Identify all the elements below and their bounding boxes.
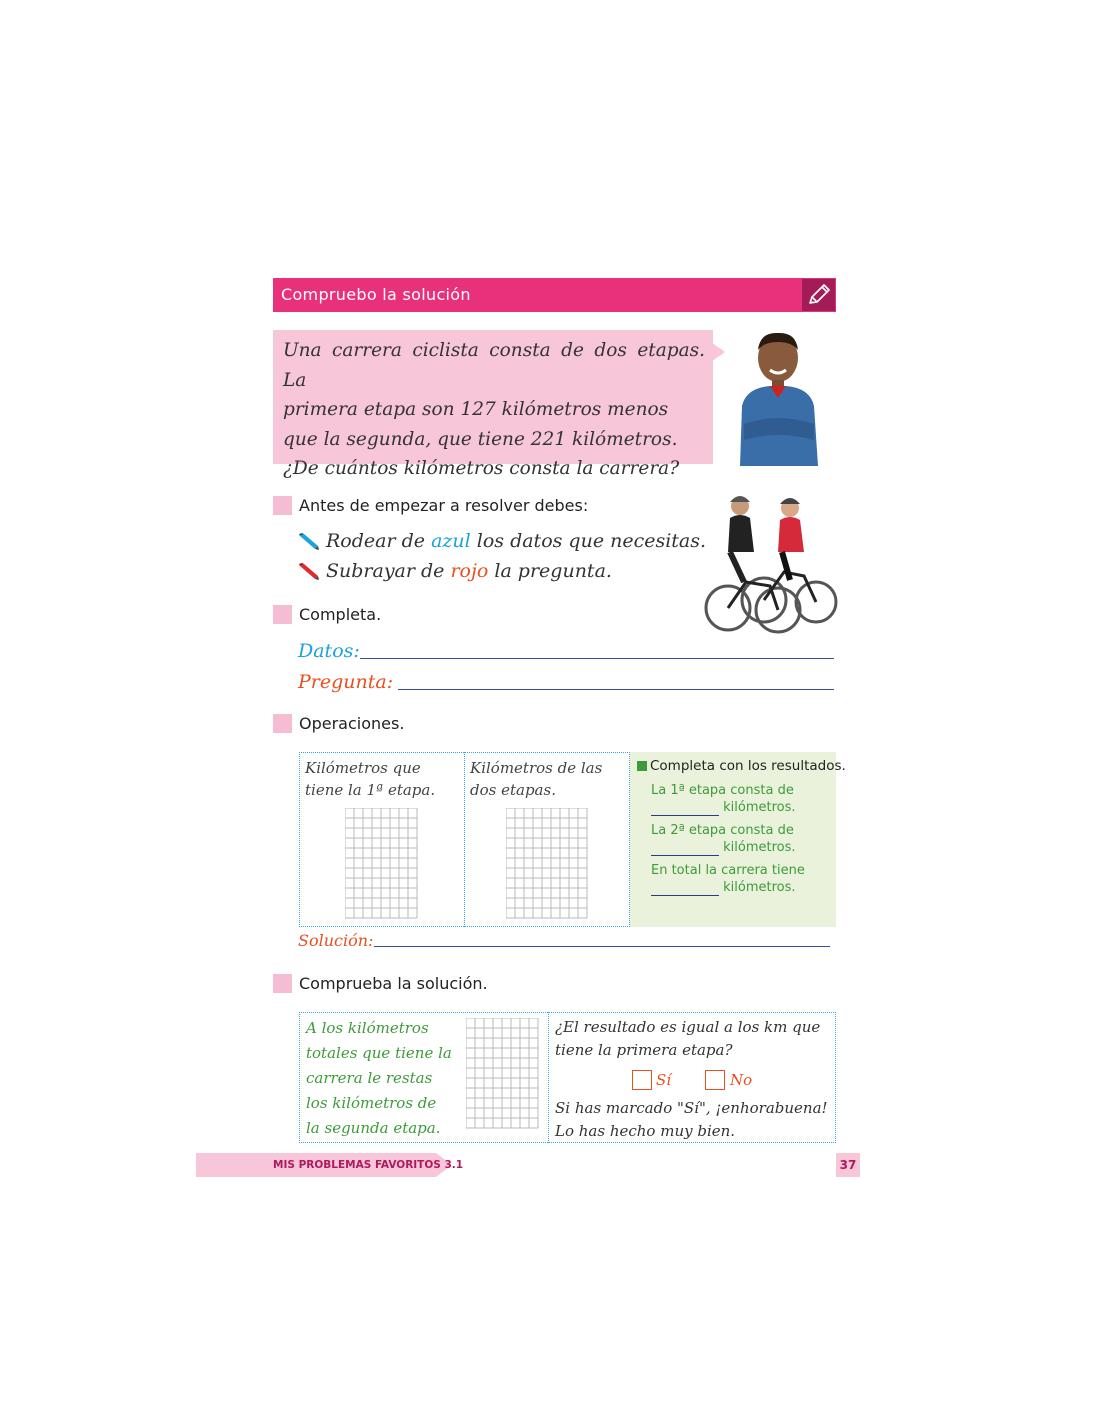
instruction-text: los datos que necesitas. <box>470 530 707 552</box>
instruction-text: Rodear de <box>326 530 432 552</box>
step-label-check: Comprueba la solución. <box>299 974 488 993</box>
pencil-icon <box>802 279 835 311</box>
result-1 <box>651 782 796 816</box>
pregunta-label: Pregunta: <box>298 671 394 693</box>
step-marker <box>273 605 292 624</box>
box2-caption-line: dos etapas. <box>470 781 556 799</box>
yes-label: Sí <box>656 1071 672 1089</box>
instruction-red <box>326 560 612 582</box>
check-question <box>555 1016 820 1062</box>
result-unit: kilómetros. <box>723 840 796 855</box>
speech-pointer <box>711 342 725 362</box>
results-title: Completa con los resultados. <box>650 758 846 774</box>
problem-line: que la segunda, que tiene 221 kilómetros. <box>283 428 678 450</box>
result-text: La 2ª etapa consta de <box>651 823 794 838</box>
page-number: 37 <box>839 1158 857 1172</box>
step-marker <box>273 496 292 515</box>
pregunta-answer-line[interactable] <box>398 689 834 690</box>
problem-line: ¿De cuántos kilómetros consta la carrera? <box>283 458 680 479</box>
section-title: Compruebo la solución <box>281 285 471 304</box>
result-text: La 1ª etapa consta de <box>651 783 794 798</box>
datos-answer-line[interactable] <box>360 658 834 659</box>
check-instruction <box>306 1016 452 1141</box>
step-marker <box>273 974 292 993</box>
answer-blank[interactable] <box>651 883 719 896</box>
book-title: MIS PROBLEMAS FAVORITOS 3.1 <box>273 1159 464 1171</box>
step-label-operations: Operaciones. <box>299 714 405 733</box>
green-square-icon <box>637 761 647 771</box>
box1-caption-line: Kilómetros que <box>305 759 421 777</box>
box2-caption <box>470 757 602 801</box>
check-instruction-line: la segunda etapa. <box>306 1119 441 1137</box>
problem-line: primera etapa son 127 kilómetros menos <box>283 399 669 420</box>
box2-caption-line: Kilómetros de las <box>470 759 603 777</box>
check-instruction-line: los kilómetros de <box>306 1094 437 1112</box>
highlight-rojo: rojo <box>450 560 489 582</box>
result-text: En total la carrera tiene <box>651 863 805 878</box>
check-instruction-line: carrera le restas <box>306 1069 433 1087</box>
solucion-label: Solución: <box>298 931 374 950</box>
check-question-line: ¿El resultado es igual a los km que <box>555 1018 821 1036</box>
boy-photo <box>730 328 826 466</box>
step-marker <box>273 714 292 733</box>
instruction-blue <box>326 530 706 552</box>
congrats-line: Si has marcado "Sí", ¡enhorabuena! <box>555 1099 828 1117</box>
datos-label: Datos: <box>298 640 360 662</box>
answer-blank[interactable] <box>651 843 719 856</box>
problem-statement <box>283 336 705 484</box>
instruction-text: la pregunta. <box>488 560 612 582</box>
red-pencil-icon <box>298 563 320 585</box>
step-label-complete: Completa. <box>299 605 382 624</box>
result-unit: kilómetros. <box>723 880 796 895</box>
highlight-azul: azul <box>431 530 471 552</box>
result-unit: kilómetros. <box>723 800 796 815</box>
cyclists-photo <box>700 490 838 642</box>
congrats-text <box>555 1097 828 1143</box>
check-divider <box>548 1012 549 1143</box>
calculation-grid[interactable] <box>345 808 419 924</box>
blue-pencil-icon <box>298 533 320 555</box>
check-instruction-line: A los kilómetros <box>306 1019 429 1037</box>
result-2 <box>651 822 796 856</box>
answer-blank[interactable] <box>651 803 719 816</box>
step-label-before: Antes de empezar a resolver debes: <box>299 496 589 515</box>
calculation-grid[interactable] <box>506 808 590 924</box>
box1-caption <box>305 757 435 801</box>
check-instruction-line: totales que tiene la <box>306 1044 452 1062</box>
yes-checkbox[interactable] <box>632 1070 652 1090</box>
congrats-line: Lo has hecho muy bien. <box>555 1122 736 1140</box>
operations-divider <box>464 752 465 927</box>
check-question-line: tiene la primera etapa? <box>555 1041 733 1059</box>
calculation-grid[interactable] <box>466 1018 540 1136</box>
problem-line: Una carrera ciclista consta de dos etapas. La <box>283 340 705 391</box>
no-checkbox[interactable] <box>705 1070 725 1090</box>
solucion-answer-line[interactable] <box>374 946 830 947</box>
box1-caption-line: tiene la 1ª etapa. <box>305 781 436 799</box>
result-3 <box>651 862 805 896</box>
instruction-text: Subrayar de <box>326 560 451 582</box>
no-label: No <box>730 1071 753 1089</box>
